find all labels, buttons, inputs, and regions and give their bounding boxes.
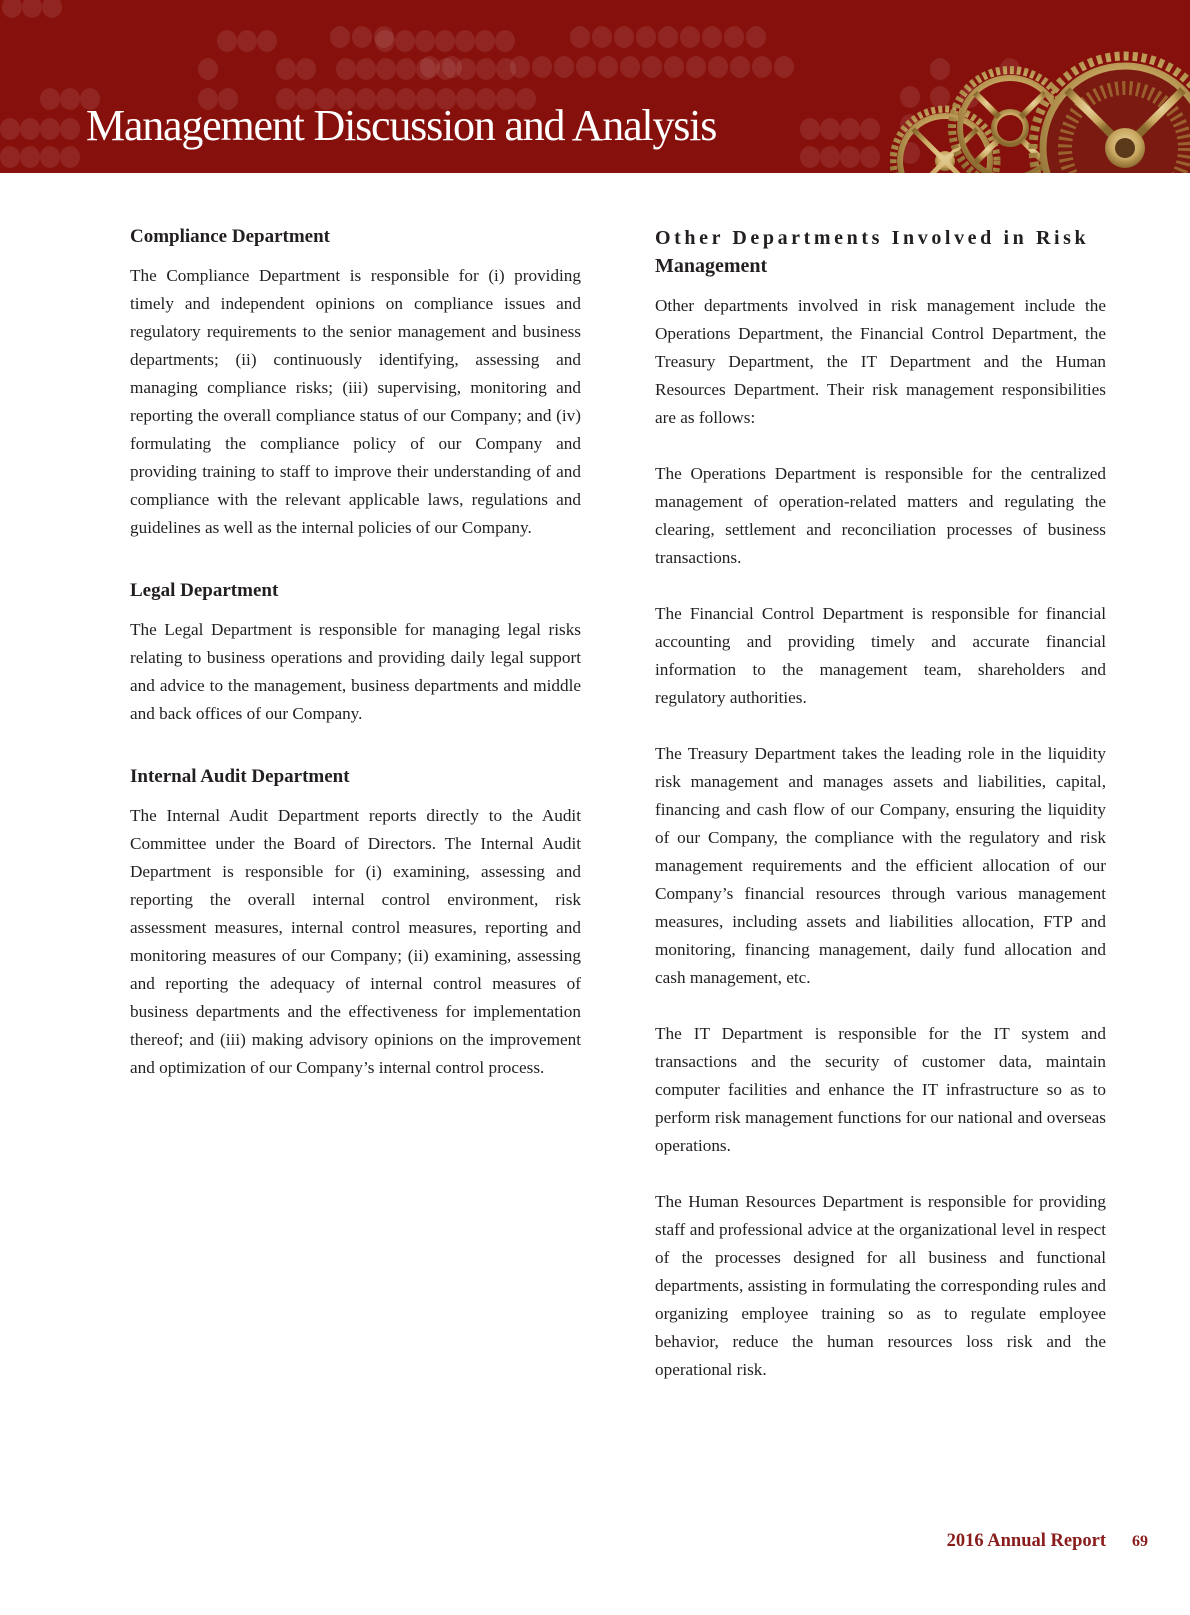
other-departments-heading [655,224,1106,280]
legal-department-section [130,578,581,728]
section-heading: Compliance Department [130,226,330,247]
financial-control-paragraph: The Financial Control Department is responsible for financial accounting and providing timely and accurate financial information to the management team, shareholders and regulatory authorities. [655,604,1106,707]
operations-paragraph: The Operations Department is responsible for the centralized management of operation-related matters and regulating the clearing, settlement and reconciliation processes of business transactions. [655,464,1106,567]
section-heading: Legal Department [130,580,279,601]
section-paragraph: The Compliance Department is responsible for (i) providing timely and independent opinions on compliance issues and regulatory requirements to the senior management and business departments; (ii) continuously identifying, assessing and managing compliance risks; (iii) supervising, monitoring and reporting the overall compliance status of our Company; and (iv) formulating the compliance policy of our Company and providing training to staff to improve their understanding of and compliance with the relevant applicable laws, regulations and guidelines as well as the internal policies of our Company. [130,266,581,537]
section-heading: Internal Audit Department [130,766,350,787]
it-department-paragraph: The IT Department is responsible for the IT system and transactions and the security of customer data, maintain computer facilities and enhance the IT infrastructure so as to perform risk management functions for our national and overseas operations. [655,1024,1106,1155]
compliance-department-section [130,224,581,542]
section-paragraph: The Legal Department is responsible for managing legal risks relating to business operations and providing daily legal support and advice to the management, business departments and middle and back offices of our Company. [130,620,581,723]
report-label: 2016 Annual Report [946,1531,1106,1551]
header-banner [0,0,1190,173]
gears-icon [890,43,1190,173]
internal-audit-department-section [130,764,581,1082]
heading-line-2: Management [655,255,768,277]
right-column [655,224,1106,1408]
section-paragraph: The Internal Audit Department reports directly to the Audit Committee under the Board of Directors. The Internal Audit Department is responsible for (i) examining, assessing and reporting the overall internal control environment, risk assessment measures, internal control measures, reporting and monitoring measures of our Company; (ii) examining, assessing and reporting the adequacy of internal control measures of business departments and the effectiveness for implementation thereof; and (iii) making advisory opinions on the improvement and optimization of our Company’s internal control process. [130,806,581,1077]
page-footer [947,1531,1148,1557]
human-resources-paragraph: The Human Resources Department is responsible for providing staff and professional advice at the organizational level in respect of the processes designed for all business and functional departments, assisting in formulating the corresponding rules and organizing employee training so as to regulate employee behavior, reduce the human resources loss risk and the operational risk. [655,1192,1106,1379]
page-number: 69 [1132,1533,1148,1550]
page-title: Management Discussion and Analysis [86,101,717,150]
intro-paragraph: Other departments involved in risk management include the Operations Department, the Financial Control Department, the Treasury Department, the IT Department and the Human Resources Department. Their risk management responsibilities are as follows: [655,296,1106,427]
heading-line-1: Other Departments Involved in Risk [655,227,1090,249]
left-column [130,224,581,1106]
treasury-paragraph: The Treasury Department takes the leading role in the liquidity risk management and manages assets and liabilities, capital, financing and cash flow of our Company, ensuring the liquidity of our Company, the compliance with the regulatory and risk management requirements and the efficient allocation of our Company’s financial resources through various management measures, including assets and liabilities allocation, FTP and monitoring, financing management, daily fund allocation and cash management, etc. [655,744,1106,987]
